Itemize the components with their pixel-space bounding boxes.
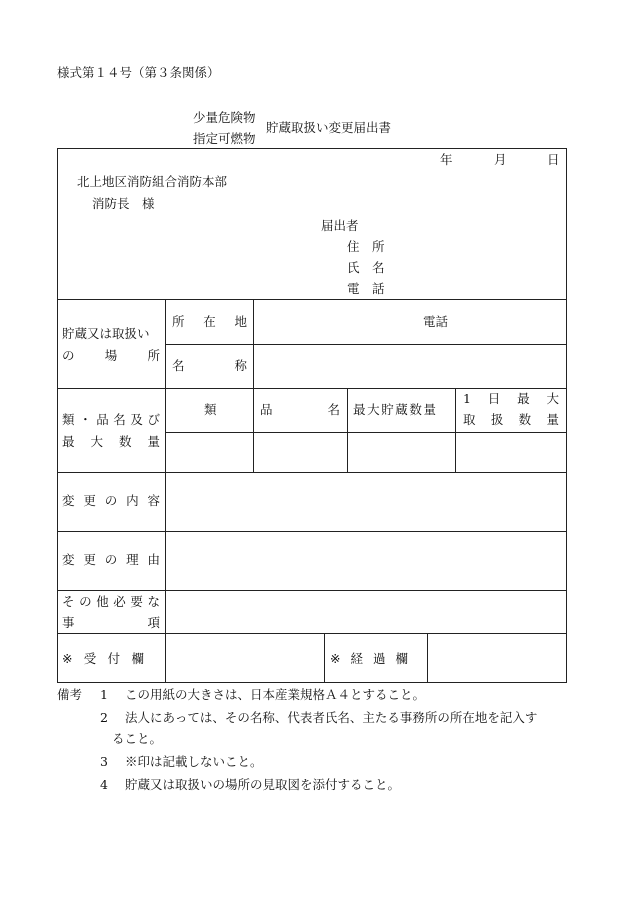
date-day: 日 [547, 152, 560, 167]
col-divider [427, 633, 428, 683]
addressee-org: 北上地区消防組合消防本部 [77, 174, 228, 189]
place-label-line2: の 場 所 [62, 348, 160, 363]
col-divider [253, 388, 254, 472]
note-text: 貯蔵又は取扱いの場所の見取図を添付すること。 [125, 777, 401, 792]
notes-label: 備考 [57, 687, 83, 702]
applicant-name: 氏 名 [347, 260, 385, 275]
note-text: ※印は記載しないこと。 [125, 754, 263, 769]
col-rui-header: 類 [204, 402, 217, 417]
note-number: 2 [100, 710, 108, 725]
category-label-line2: 最 大 数 量 [62, 434, 160, 449]
category-label-line1: 類 ・ 品 名 及 び [62, 412, 160, 427]
addressee-chief: 消防長 様 [92, 196, 155, 211]
note-number: 3 [100, 754, 108, 769]
col-divider [165, 299, 166, 683]
row-divider [165, 432, 567, 433]
row-divider [57, 388, 567, 389]
note-text: この用紙の大きさは、日本産業規格Ａ４とすること。 [125, 687, 426, 702]
note-number: 1 [100, 687, 108, 702]
other-label-line1: そ の 他 必 要 な [62, 594, 160, 609]
col-daily-header-line1: 1 日 最 大 [463, 391, 559, 406]
col-hinmei-header: 品 名 [260, 402, 340, 417]
row-divider [57, 633, 567, 634]
row-divider [57, 590, 567, 591]
date-month: 月 [494, 152, 507, 167]
col-daily-header-line2: 取 扱 数 量 [463, 412, 559, 427]
place-label-line1: 貯蔵又は取扱い [62, 326, 150, 341]
name-label: 名 称 [172, 358, 247, 373]
title-line-2: 指定可燃物 [193, 131, 256, 146]
col-max-storage-header: 最大貯蔵数量 [353, 402, 438, 417]
applicant-label: 届出者 [321, 218, 359, 233]
row-divider [57, 299, 567, 300]
location-label: 所 在 地 [172, 314, 247, 329]
col-divider [455, 388, 456, 472]
reception-label: ※ 受 付 欄 [62, 651, 144, 666]
form-number: 様式第１４号（第３条関係） [57, 65, 220, 80]
change-content-label: 変 更 の 内 容 [62, 493, 160, 508]
row-divider [165, 344, 567, 345]
change-reason-label: 変 更 の 理 由 [62, 552, 160, 567]
applicant-phone: 電 話 [347, 281, 385, 296]
note-text: ること。 [112, 731, 163, 746]
col-divider [324, 633, 325, 683]
other-label-line2: 事 項 [62, 615, 160, 630]
note-text: 法人にあっては、その名称、代表者氏名、主たる事務所の所在地を記入す [125, 710, 538, 725]
date-year: 年 [440, 152, 453, 167]
applicant-address: 住 所 [347, 239, 385, 254]
note-number: 4 [100, 777, 108, 792]
row-divider [57, 531, 567, 532]
row-divider [57, 472, 567, 473]
progress-label: ※ 経 過 欄 [330, 651, 408, 666]
title-line-1: 少量危険物 [193, 110, 256, 125]
col-divider [347, 388, 348, 472]
col-divider [253, 299, 254, 388]
page-title: 貯蔵取扱い変更届出書 [266, 120, 392, 135]
phone-label: 電話 [423, 314, 449, 329]
